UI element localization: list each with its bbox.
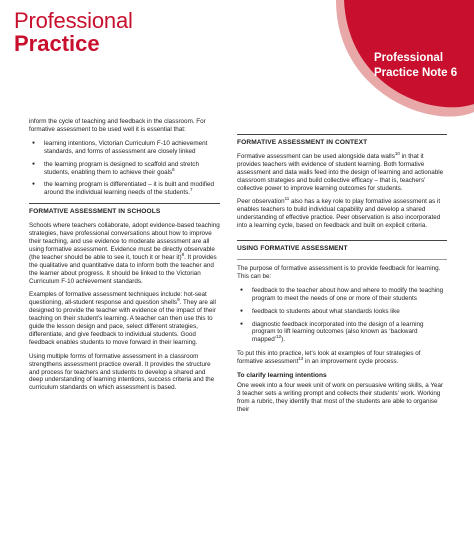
- left-bullet-list: [29, 140, 220, 197]
- list-item: ● the learning program is differentiated – it is built and modified around the individual learning needs of the students.$^7$: [29, 181, 220, 197]
- section-rule: [237, 259, 447, 260]
- section-rule: [237, 134, 447, 135]
- footnote-ref: 11: [284, 196, 290, 202]
- paragraph: To put this into practice, let's look at examples of four strategies of formative assessment$^{13}$ in an improvement cycle process.: [237, 350, 421, 366]
- paragraph: One week into a four week unit of work on persuasive writing skills, a Year 3 teacher sets a writing prompt and collects their students' work. Working from a rubric, they identify that most of the students are able to organise their: [237, 381, 444, 413]
- list-item: ● diagnostic feedback incorporated into the design of a learning program to lift learning outcomes (also known as ‘backward mapped’$^{12}$).: [237, 321, 447, 345]
- paragraph: Schools where teachers collaborate, adopt evidence-based teaching strategies, have professional conversations about how to improve their teaching, and use evidence to moderate assessment are all using formative assessment. Evidence must be directly observable (the teacher should be able to see it, touch it or hear it)$^8$. It provides the qualitative and quantitative data to inform both the teacher and the learner about progress. It should be linked to the Victorian Curriculum F-10 achievement standards.: [29, 222, 220, 285]
- footnote-ref: 9: [177, 297, 180, 303]
- footnote-ref: 12: [276, 334, 282, 340]
- note-title-line-1: Professional: [374, 52, 444, 64]
- list-item: ● feedback to students about what standards looks like: [237, 308, 447, 316]
- list-item: ● learning intentions, Victorian Curriculum F-10 achievement standards, and forms of assessment are closely linked: [29, 140, 220, 156]
- brand-line-1: Professional: [14, 8, 133, 33]
- brand-line-2: Practice: [14, 31, 100, 56]
- brand-logo: [14, 10, 133, 55]
- section-rule: [29, 203, 220, 204]
- note-title: [374, 51, 474, 81]
- footnote-ref: 13: [298, 356, 304, 362]
- footnote-ref: 10: [394, 150, 400, 156]
- paragraph: Using multiple forms of formative assessment in a classroom strengthens assessment practice overall. It provides the structure and process for teachers and students to develop a shared and deep understanding of learning intentions, success criteria and the curriculum standards on which assessment is based.: [29, 352, 215, 392]
- list-item: ● feedback to the teacher about how and where to modify the teaching program to meet the needs of one or more of their students: [237, 287, 447, 303]
- footnote-ref: 8: [181, 251, 185, 257]
- paragraph: Peer observation$^{11}$ also has a key role to play formative assessment as it enables teachers to build individual capability and develop a shared understanding of effective practice. Peer observation is also incorporated into a learning cycle, based on feedback and built on explicit criteria.: [237, 196, 441, 230]
- note-title-line-2: Practice Note 6: [374, 67, 458, 79]
- footnote-ref: 7: [189, 187, 193, 193]
- list-item: ● the learning program is designed to scaffold and stretch students, enabling them to achieve their goals$^6$: [29, 161, 220, 177]
- left-intro: inform the cycle of teaching and feedback in the classroom. For formative assessment to be used well it is essential that:: [29, 118, 206, 133]
- left-column: [29, 118, 220, 398]
- section-heading: FORMATIVE ASSESSMENT IN CONTEXT: [237, 139, 368, 146]
- right-column: [237, 134, 447, 420]
- section-heading: USING FORMATIVE ASSESSMENT: [237, 245, 348, 253]
- right-bullet-list: [237, 287, 447, 344]
- subheading: To clarify learning intentions: [237, 372, 327, 380]
- paragraph: Formative assessment can be used alongside data walls$^{10}$ in that it provides teachers with evidence of student learning. Both formative assessment and data walls feed into the design of learning and actionable classroom strategies and build collective efficacy – that is, teachers' collective power to improve learning outcomes for students.: [237, 150, 444, 192]
- footnote-ref: 6: [172, 166, 175, 172]
- section-heading: FORMATIVE ASSESSMENT IN SCHOOLS: [29, 208, 161, 216]
- paragraph: The purpose of formative assessment is to provide feedback for learning. This can be:: [237, 264, 441, 280]
- paragraph: Examples of formative assessment techniques include: hot-seat questioning, all-student response and question shells$^9$. They are all designed to provide the teacher with evidence of the impact of their teaching on their student's learning. A teacher can then use this to guide the lesson design and pace, select different strategies, differentiate, and give feedback to individual students. Good feedback enables students to move forward in their learning.: [29, 291, 216, 346]
- section-rule: [237, 240, 447, 241]
